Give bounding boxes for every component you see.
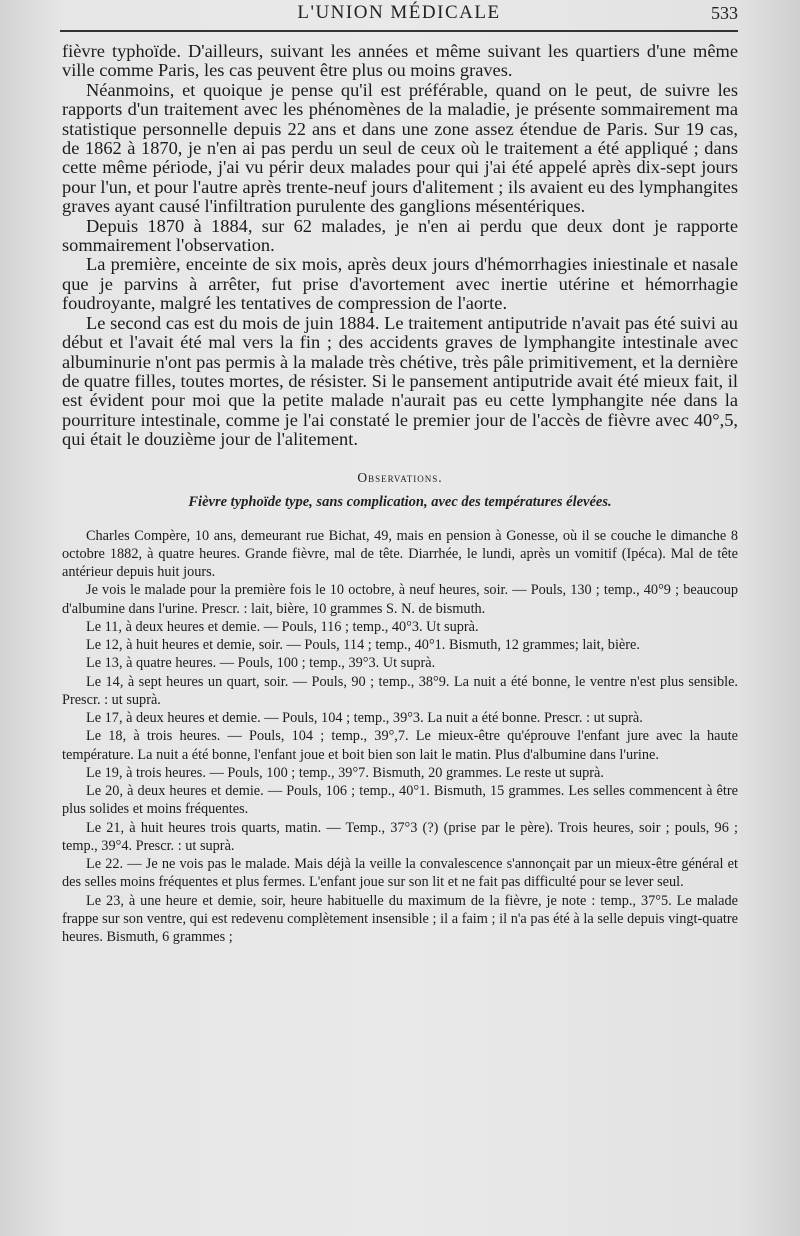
observation-entry: Le 20, à deux heures et demie. — Pouls, 106 ; temp., 40°1. Bismuth, 15 grammes. Les selles commencent à être plus solides et moins fréquentes. [62, 783, 738, 818]
observation-entry: Je vois le malade pour la première fois le 10 octobre, à neuf heures, soir. — Pouls, 130 ; temp., 40°9 ; beaucoup d'albumine dans l'urine. Prescr. : lait, bière, 10 grammes S. N. de bismuth. [62, 582, 738, 617]
observation-entry: Charles Compère, 10 ans, demeurant rue Bichat, 49, mais en pension à Gonesse, où il se couche le dimanche 8 octobre 1882, à quatre heures. Grande fièvre, mal de tête. Diarrhée, le lundi, après un vomitif (Ipéca). Mal de tête antérieur depuis huit jours. [62, 527, 738, 581]
observation-entry: Le 17, à deux heures et demie. — Pouls, 104 ; temp., 39°3. La nuit a été bonne. Prescr. : ut suprà. [86, 710, 643, 727]
observation-entry: Le 23, à une heure et demie, soir, heure habituelle du maximum de la fièvre, je note : temp., 37°5. Le malade frappe sur son ventre, qui est redevenu complètement insensible ; il a faim ; il n'a pas été à la selle depuis vingt-quatre heures. Bismuth, 6 grammes ; [62, 892, 738, 946]
paragraph: Néanmoins, et quoique je pense qu'il est préférable, quand on le peut, de suivre les rapports d'un traitement avec les phénomènes de la maladie, je présente sommairement ma statistique personnelle depuis 22 ans et dans une zone assez étendue de Paris. Sur 19 cas, de 1862 à 1870, je n'en ai pas perdu un seul de ceux où le traitement a été appliqué ; dans cette même période, j'ai vu périr deux malades pour qui j'ai été appelé après dix-sept jours pour l'un, et pour l'autre après trente-neuf jours d'alitement ; ils avaient eu des lymphangites graves ayant causé l'infiltration purulente des ganglions mésentériques. [62, 79, 738, 217]
page-header [60, 2, 738, 28]
header-rule [60, 30, 738, 32]
observation-entry: Le 14, à sept heures un quart, soir. — Pouls, 90 ; temp., 38°9. La nuit a été bonne, le ventre n'est plus sensible. Prescr. : ut suprà. [62, 673, 738, 708]
paragraph: fièvre typhoïde. D'ailleurs, suivant les années et même suivant les quartiers d'une même ville comme Paris, les cas peuvent être plus ou moins graves. [62, 41, 738, 81]
paragraph: Le second cas est du mois de juin 1884. Le traitement antiputride n'avait pas été suivi au début et l'avait été mal vers la fin ; des accidents graves de lymphangite intestinale avec albuminurie n'ont pas permis à la malade très chétive, très pâle primitivement, et la dernière de quatre filles, toutes mortes, de résister. Si le pansement antiputride avait été mieux fait, il est évident pour moi que la petite malade n'aurait pas eu cette lymphangite née dans la pourriture intestinale, comme je l'ai constaté le premier jour de l'accès de fièvre avec 40°,5, qui était le douzième jour de l'alitement. [62, 312, 738, 450]
observations-heading: Observations. [357, 469, 443, 485]
observations-list [62, 527, 738, 947]
paragraph: Depuis 1870 à 1884, sur 62 malades, je n'en ai perdu que deux dont je rapporte sommairement l'observation. [62, 215, 738, 256]
observation-entry: Le 19, à trois heures. — Pouls, 100 ; temp., 39°7. Bismuth, 20 grammes. Le reste ut suprà. [86, 764, 604, 781]
page-number: 533 [711, 3, 738, 23]
observation-entry: Le 12, à huit heures et demie, soir. — Pouls, 114 ; temp., 40°1. Bismuth, 12 grammes; lait, bière. [86, 637, 640, 654]
observation-entry: Le 18, à trois heures. — Pouls, 104 ; temp., 39°,7. Le mieux-être qu'éprouve l'enfant jure avec la haute température. La nuit a été bonne, l'enfant joue et boit bien son lait le matin. Plus d'albumine dans l'urine. [62, 728, 738, 763]
observation-entry: Le 13, à quatre heures. — Pouls, 100 ; temp., 39°3. Ut suprà. [86, 655, 436, 672]
observations-subheading: Fièvre typhoïde type, sans complication, avec des températures élevées. [188, 493, 612, 510]
observation-entry: Le 21, à huit heures trois quarts, matin. — Temp., 37°3 (?) (prise par le père). Trois heures, soir ; pouls, 96 ; temp., 39°4. Prescr. : ut suprà. [62, 819, 738, 854]
observation-entry: Le 22. — Je ne vois pas le malade. Mais déjà la veille la convalescence s'annonçait par un mieux-être général et des selles moins fréquentes et plus fermes. L'enfant joue sur son lit et ne fait pas difficulté pour se lever seul. [62, 856, 738, 891]
body-text [62, 42, 738, 946]
observation-entry: Le 11, à deux heures et demie. — Pouls, 116 ; temp., 40°3. Ut suprà. [86, 618, 479, 635]
paragraph: La première, enceinte de six mois, après deux jours d'hémorrhagies iniestinale et nasale que je parvins à arrêter, fut prise d'avortement avec inertie utérine et hémorrhagie foudroyante, malgré les tentatives de compression de l'aorte. [62, 254, 738, 314]
running-head: L'UNION MÉDICALE [297, 2, 501, 23]
